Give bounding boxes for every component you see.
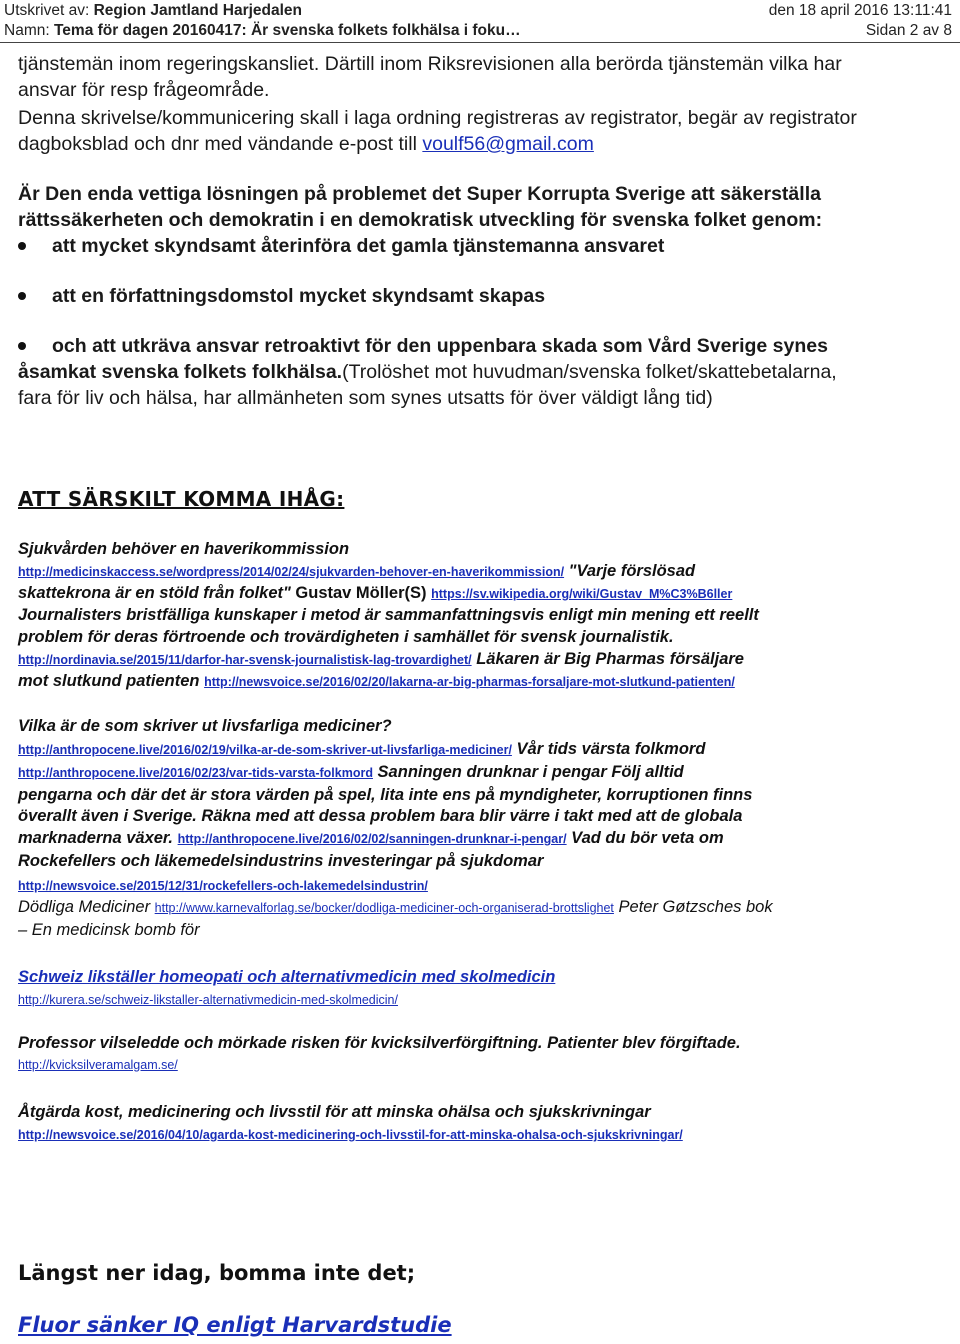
print-datetime: den 18 april 2016 13:11:41 xyxy=(768,2,952,19)
intro-line-1: tjänstemän inom regeringskansliet. Därtill inom Riksrevisionen alla berörda tjänstemän vilka har xyxy=(18,53,842,75)
ref-13-link[interactable]: http://newsvoice.se/2015/12/31/rockefellers-och-lakemedelsindustrin/ xyxy=(18,879,428,893)
page-indicator: Sidan 2 av 8 xyxy=(865,22,952,39)
ref-17-link[interactable]: http://kvicksilveramalgam.se/ xyxy=(18,1058,178,1072)
ref-7-line: http://anthropocene.live/2016/02/19/vilka-ar-de-som-skriver-ut-livsfarliga-mediciner/ Vår tids värsta folkmord xyxy=(18,740,706,758)
ref-3-line-b: problem för deras förtroende och trovärdigheten i samhället för svensk journalistik. xyxy=(18,628,674,646)
bullet-text-3c: fara för liv och hälsa, har allmänheten som synes utsatts för över väldigt lång tid) xyxy=(18,387,713,409)
bullet-text-2: att en författningsdomstol mycket skyndsamt skapas xyxy=(52,285,546,307)
ref-18-title: Åtgärda kost, medicinering och livsstil för att minska ohälsa och sjukskrivningar xyxy=(18,1103,651,1121)
ref-1-title: Sjukvården behöver en haverikommission xyxy=(18,540,350,558)
ref-15-line: – En medicinsk bomb för xyxy=(18,921,200,939)
ref-11-line: marknaderna växer. http://anthropocene.live/2016/02/02/sanningen-drunknar-i-pengar/ Vad du bör veta om xyxy=(18,829,724,847)
printed-by: Utskrivet av: Region Jamtland Harjedalen xyxy=(4,2,303,19)
ref-12-line: Rockefellers och läkemedelsindustrins investeringar på sjukdomar xyxy=(18,852,544,870)
ref-5-line: mot slutkund patienten http://newsvoice.se/2016/02/20/lakarna-ar-big-pharmas-forsaljare-mot-slutkund-patienten/ xyxy=(18,672,735,690)
solution-line-2: rättssäkerheten och demokratin i en demokratisk utveckling för svenska folket genom: xyxy=(18,209,823,231)
ref-8-line: http://anthropocene.live/2016/02/23/var-tids-varsta-folkmord Sanningen drunknar i pengar Följ alltid xyxy=(18,763,684,781)
ref-9-line: pengarna och där det är stora värden på spel, lita inte ens på myndigheter, korruptionen finns xyxy=(18,786,753,804)
banner-heading: ATT SÄRSKILT KOMMA IHÅG: xyxy=(18,487,345,511)
email-link[interactable]: voulf56@gmail.com xyxy=(422,133,594,155)
ref-14-link[interactable]: http://www.karnevalforlag.se/bocker/dodliga-mediciner-och-organiserad-brottslighet xyxy=(154,901,614,915)
ref-7-link[interactable]: http://anthropocene.live/2016/02/19/vilka-ar-de-som-skriver-ut-livsfarliga-mediciner/ xyxy=(18,743,512,757)
bullet-2 xyxy=(18,292,26,300)
ref-17-link-line xyxy=(18,1054,178,1075)
bullet-text-3: och att utkräva ansvar retroaktivt för den uppenbara skada som Vård Sverige synes xyxy=(52,335,828,357)
ref-14-line: Dödliga Mediciner http://www.karnevalforlag.se/bocker/dodliga-mediciner-och-organiserad-brottslighet Peter Gøtzsches bok xyxy=(18,898,773,916)
ref-1-link[interactable]: http://medicinskaccess.se/wordpress/2014/02/24/sjukvarden-behover-en-haverikommission/ xyxy=(18,565,565,579)
document-name: Namn: Tema för dagen 20160417: Är svenska folkets folkhälsa i foku… xyxy=(4,22,521,39)
intro-line-2: ansvar för resp frågeområde. xyxy=(18,79,270,101)
bullet-text-3b: åsamkat svenska folkets folkhälsa.(Trolöshet mot huvudman/svenska folket/skattebetalarna, xyxy=(18,361,837,383)
intro-line-3: Denna skrivelse/kommunicering skall i laga ordning registreras av registrator, begär av registrator xyxy=(18,107,857,129)
ref-13-line xyxy=(18,875,428,896)
ref-18-link[interactable]: http://newsvoice.se/2016/04/10/agarda-kost-medicinering-och-livsstil-for-att-minska-ohalsa-och-sjukskrivningar/ xyxy=(18,1128,683,1142)
solution-line-1: Är Den enda vettiga lösningen på problemet det Super Korrupta Sverige att säkerställa xyxy=(18,183,821,205)
ref-11-link[interactable]: http://anthropocene.live/2016/02/02/sanningen-drunknar-i-pengar/ xyxy=(177,832,567,846)
ref-1-line: http://medicinskaccess.se/wordpress/2014/02/24/sjukvarden-behover-en-haverikommission/ "Varje förslösad xyxy=(18,562,696,580)
ref-2-line: skattekrona är en stöld från folket" Gustav Möller(S) https://sv.wikipedia.org/wiki/Gustav_M%C3%B6ller xyxy=(18,584,733,602)
ref-10-line: överallt även i Sverige. Räkna med att dessa problem bara blir värre i takt med att de globala xyxy=(18,807,743,825)
ref-8-link[interactable]: http://anthropocene.live/2016/02/23/var-tids-varsta-folkmord xyxy=(18,766,373,780)
ref-4-line: http://nordinavia.se/2015/11/darfor-har-svensk-journalistisk-lag-trovardighet/ Läkaren är Big Pharmas försäljare xyxy=(18,650,744,668)
footer-heading: Längst ner idag, bomma inte det; xyxy=(18,1261,416,1285)
ref-16-title-link[interactable]: Schweiz likställer homeopati och alternativmedicin med skolmedicin xyxy=(18,968,556,986)
ref-18-link-line xyxy=(18,1124,683,1145)
bullet-1 xyxy=(18,242,26,250)
ref-17-title: Professor vilseledde och mörkade risken för kvicksilverförgiftning. Patienter blev förgiftade. xyxy=(18,1034,741,1052)
ref-16-link-line xyxy=(18,989,398,1010)
ref-6-line: Vilka är de som skriver ut livsfarliga mediciner? xyxy=(18,717,392,735)
ref-3-line-a: Journalisters bristfälliga kunskaper i metod är sammanfattningsvis enligt min mening ett reellt xyxy=(18,606,759,624)
intro-line-4: dagboksblad och dnr med vändande e-post till voulf56@gmail.com xyxy=(18,133,594,155)
bullet-3 xyxy=(18,342,26,350)
ref-5-link[interactable]: http://newsvoice.se/2016/02/20/lakarna-ar-big-pharmas-forsaljare-mot-slutkund-patienten/ xyxy=(204,675,735,689)
ref-4-link[interactable]: http://nordinavia.se/2015/11/darfor-har-svensk-journalistisk-lag-trovardighet/ xyxy=(18,653,472,667)
ref-16-title-line xyxy=(18,967,555,987)
footer-link-line xyxy=(18,1313,452,1337)
fluor-article-link[interactable]: Fluor sänker IQ enligt Harvardstudie xyxy=(18,1313,452,1337)
header-divider xyxy=(0,42,960,43)
ref-16-link[interactable]: http://kurera.se/schweiz-likstaller-alternativmedicin-med-skolmedicin/ xyxy=(18,993,398,1007)
ref-2-link[interactable]: https://sv.wikipedia.org/wiki/Gustav_M%C3%B6ller xyxy=(431,587,733,601)
bullet-text-1: att mycket skyndsamt återinföra det gamla tjänstemanna ansvaret xyxy=(52,235,665,257)
